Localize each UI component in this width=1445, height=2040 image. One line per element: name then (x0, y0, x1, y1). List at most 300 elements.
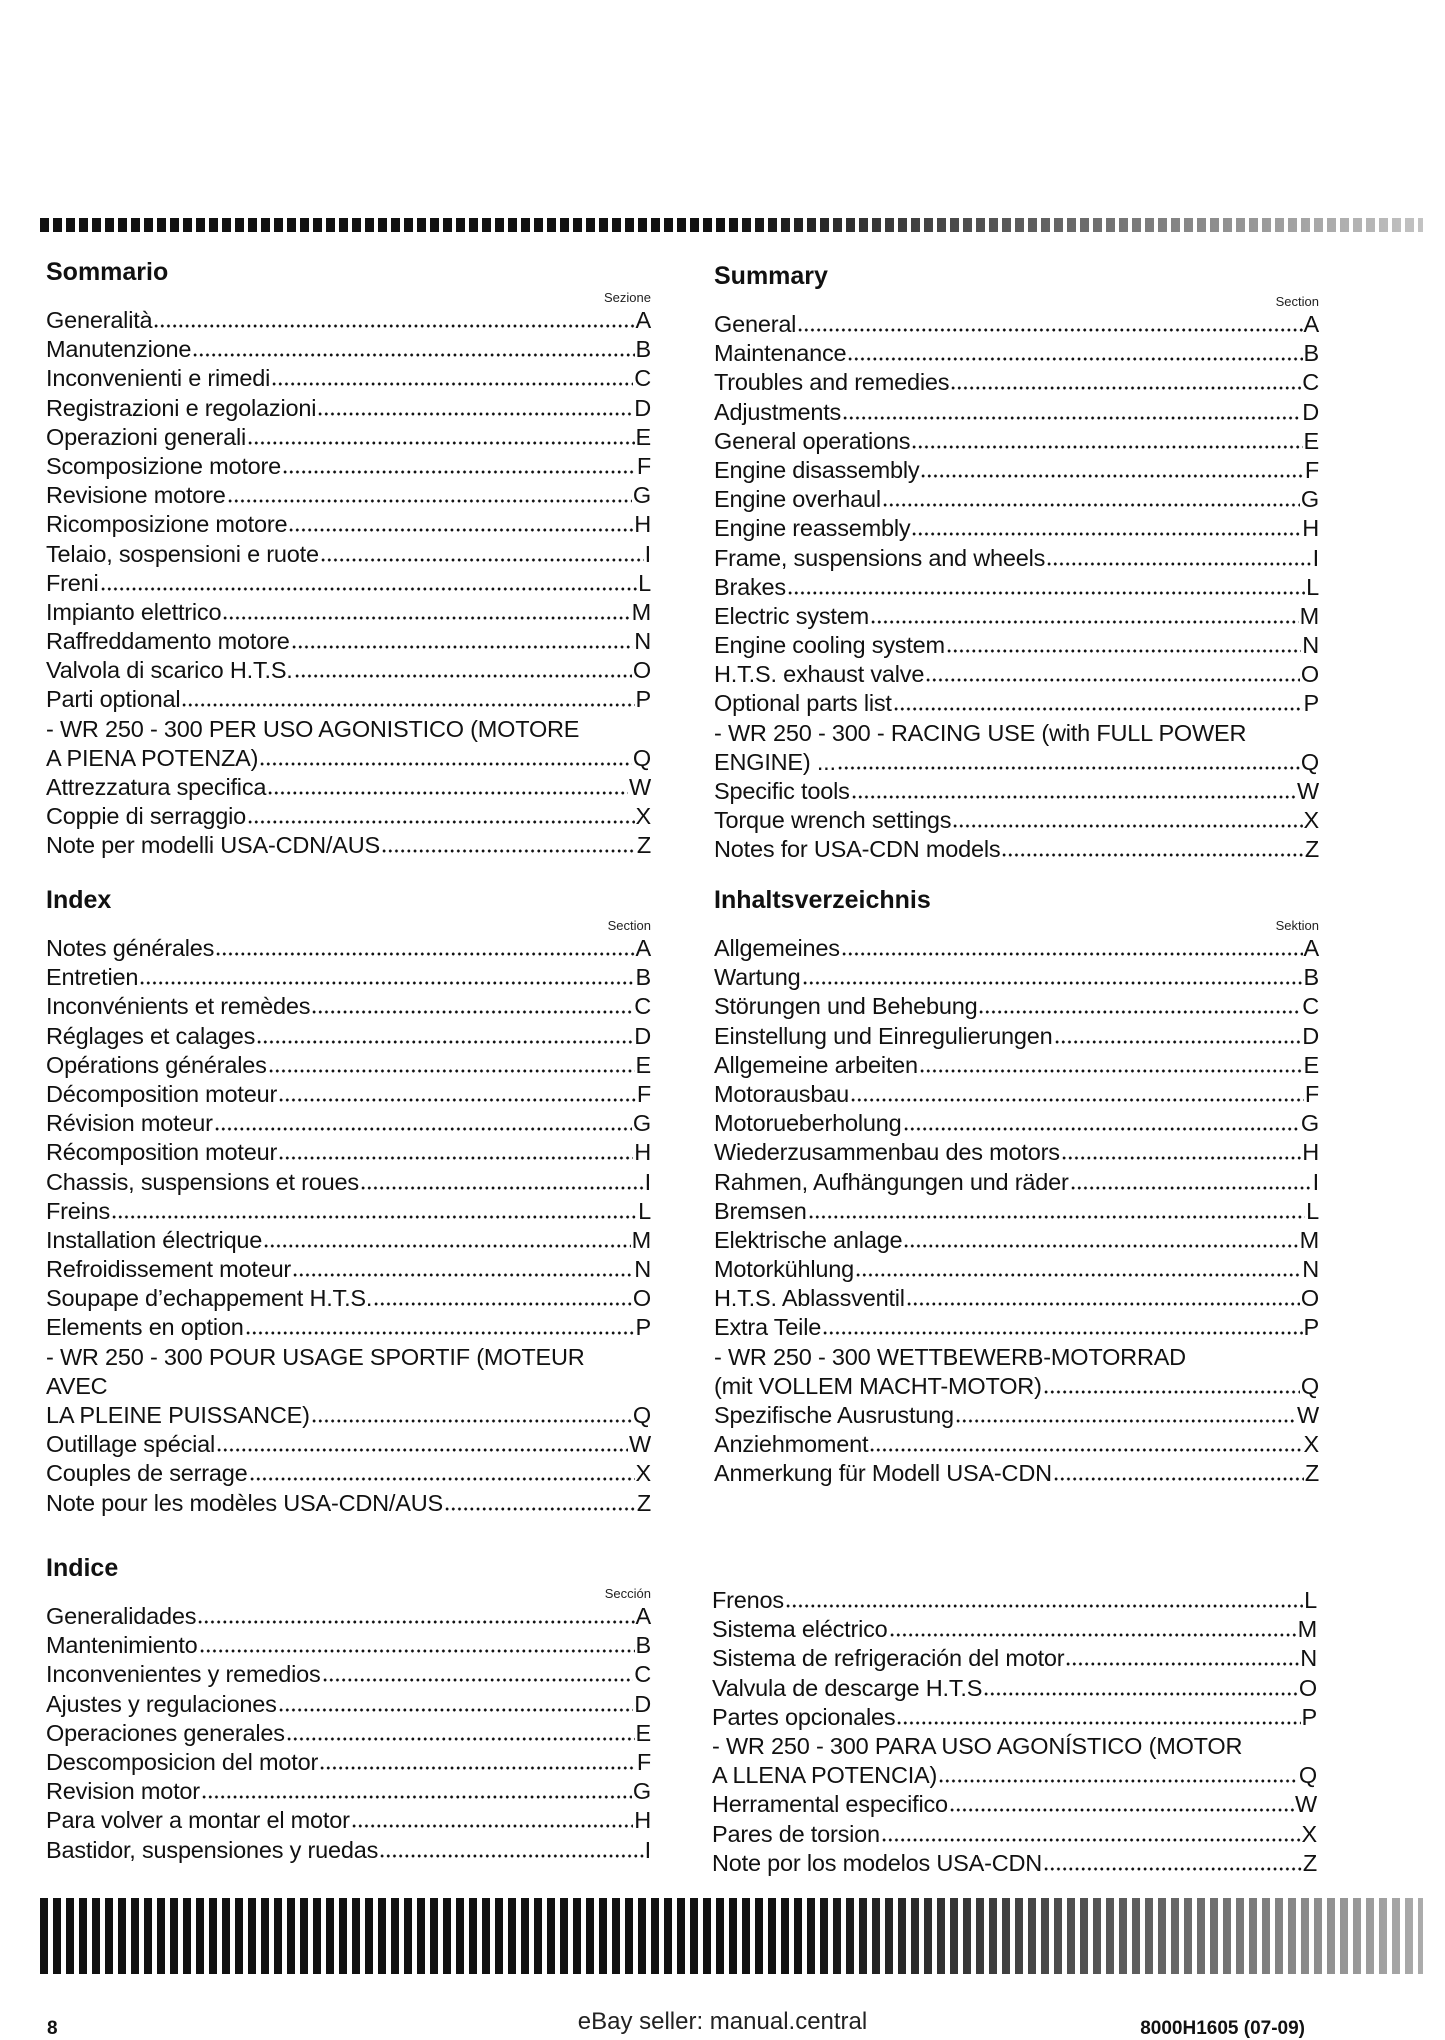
toc-dot-leader (1043, 1376, 1300, 1394)
toc-entry (712, 1644, 1317, 1673)
toc-dot-leader (256, 1026, 633, 1044)
toc-entry-section-letter: B (1303, 964, 1319, 991)
toc-entry-text: Bastidor, suspensiones y ruedas (46, 1836, 379, 1863)
toc-entry (46, 1313, 651, 1342)
toc-entry (714, 339, 1319, 368)
toc-entry-section-letter: N (1300, 1645, 1317, 1672)
toc-french (46, 884, 651, 1518)
toc-entry-text: General operations (714, 427, 911, 454)
toc-italian (46, 256, 651, 861)
toc-entry-section-letter: X (635, 803, 651, 830)
toc-entry (46, 481, 651, 510)
toc-entry (712, 1820, 1317, 1849)
toc-english-title: Summary (714, 262, 828, 290)
toc-entry-text: H.T.S. Ablassventil (714, 1285, 905, 1312)
toc-entry-section-letter: N (634, 1256, 651, 1283)
toc-dot-leader (373, 1288, 632, 1306)
toc-entry-text: Electric system (714, 602, 869, 629)
toc-french-section-label: Section (607, 918, 651, 933)
toc-entry-section-letter: B (635, 964, 651, 991)
toc-entry-text: Ricomposizione motore (46, 511, 288, 538)
toc-entry-text: Mantenimiento (46, 1632, 198, 1659)
toc-entry-text: Impianto elettrico (46, 598, 222, 625)
toc-entry-section-letter: N (634, 628, 651, 655)
toc-entry (46, 1690, 651, 1719)
toc-entry-section-letter: Z (636, 832, 651, 859)
toc-entry (714, 544, 1319, 573)
toc-dot-leader (847, 343, 1302, 361)
toc-entry (714, 1080, 1319, 1109)
toc-entry (46, 963, 651, 992)
toc-dot-leader (797, 314, 1302, 332)
toc-spanish (46, 1552, 651, 1865)
toc-entry-section-letter: H (1302, 1139, 1319, 1166)
toc-german (714, 884, 1319, 1489)
toc-entry (46, 1022, 651, 1051)
toc-entry (46, 1430, 651, 1459)
toc-dot-leader (1061, 1142, 1301, 1160)
toc-entry (46, 335, 651, 364)
toc-dot-leader (889, 1619, 1297, 1637)
toc-entry-section-letter: F (636, 1080, 651, 1107)
toc-entry (46, 1109, 651, 1138)
toc-dot-leader (197, 1606, 634, 1624)
toc-entry-section-letter: A (635, 935, 651, 961)
toc-dot-leader (787, 577, 1305, 595)
toc-entry (714, 748, 1319, 777)
toc-dot-leader (249, 1463, 635, 1481)
toc-dot-leader (222, 602, 630, 620)
toc-entry (714, 485, 1319, 514)
toc-entry (46, 1806, 651, 1835)
toc-entry-text: Inconvenientes y remedios (46, 1661, 321, 1688)
toc-entry (46, 569, 651, 598)
toc-entry (712, 1732, 1317, 1761)
toc-entry (714, 631, 1319, 660)
toc-entry-section-letter: W (629, 1431, 651, 1458)
toc-entry-text: Soupape d’echappement H.T.S. (46, 1285, 373, 1312)
toc-entry-section-letter: D (634, 394, 651, 421)
toc-entry-text: - WR 250 - 300 WETTBEWERB-MOTORRAD (714, 1343, 1186, 1370)
toc-dot-leader (111, 1201, 637, 1219)
toc-entry-text: Entretien (46, 964, 139, 991)
toc-dot-leader (379, 1840, 644, 1858)
toc-entry-text: - WR 250 - 300 POUR USAGE SPORTIF (MOTEUR (46, 1343, 585, 1370)
toc-entry-text: Note per modelli USA-CDN/AUS (46, 832, 380, 859)
toc-english-entries (714, 310, 1319, 865)
toc-entry-section-letter: Q (1300, 1372, 1319, 1399)
toc-entry-section-letter: Z (1304, 1460, 1319, 1487)
toc-entry-section-letter: Q (632, 744, 651, 771)
toc-entry (712, 1615, 1317, 1644)
toc-entry-text: Coppie di serraggio (46, 803, 246, 830)
toc-entry-section-letter: L (1306, 1197, 1319, 1224)
toc-entry (714, 835, 1319, 864)
toc-entry-text: Allgemeine arbeiten (714, 1051, 918, 1078)
toc-entry (714, 1138, 1319, 1167)
toc-entry-section-letter: O (1300, 661, 1319, 688)
toc-dot-leader (911, 518, 1301, 536)
toc-entry-text: - WR 250 - 300 PER USO AGONISTICO (MOTORE (46, 715, 580, 742)
toc-italian-section-label: Sezione (604, 290, 651, 305)
toc-dot-leader (278, 1084, 636, 1102)
toc-entry-section-letter: H (1302, 515, 1319, 542)
toc-entry-text: H.T.S. exhaust valve (714, 661, 925, 688)
toc-entry-section-letter: W (1295, 1791, 1317, 1818)
toc-entry (714, 992, 1319, 1021)
toc-dot-leader (802, 967, 1303, 985)
toc-entry (714, 719, 1319, 748)
toc-entry (714, 602, 1319, 631)
toc-entry-section-letter: Q (1300, 748, 1319, 775)
toc-dot-leader (949, 1794, 1294, 1812)
toc-dot-leader (214, 1113, 632, 1131)
toc-entry-text: Brakes (714, 573, 786, 600)
toc-spanish-entries (46, 1602, 651, 1865)
toc-english-section-label: Section (1275, 294, 1319, 309)
toc-spanish-title: Indice (46, 1554, 119, 1582)
toc-entry-section-letter: Z (636, 1489, 651, 1516)
toc-entry-section-letter: N (1302, 632, 1319, 659)
toc-dot-leader (227, 485, 632, 503)
toc-entry-text: Note por los modelos USA-CDN (712, 1849, 1043, 1876)
toc-entry (714, 806, 1319, 835)
toc-entry (712, 1674, 1317, 1703)
toc-entry (714, 1401, 1319, 1430)
toc-dot-leader (381, 835, 636, 853)
toc-dot-leader (216, 1434, 628, 1452)
toc-entry-text: Generalità (46, 307, 153, 333)
toc-entry-text: Extra Teile (714, 1314, 822, 1341)
toc-entry (714, 1051, 1319, 1080)
toc-dot-leader (841, 938, 1303, 956)
toc-entry-section-letter: I (1312, 1168, 1319, 1195)
toc-entry-text: Engine reassembly (714, 515, 911, 542)
toc-entry-section-letter: P (635, 1314, 651, 1341)
toc-entry-section-letter: W (629, 774, 651, 800)
toc-entry-text: Registrazioni e regolazioni (46, 394, 317, 421)
toc-entry-text: General (714, 311, 797, 337)
toc-entry (46, 1226, 651, 1255)
toc-entry-section-letter: A (1303, 935, 1319, 961)
toc-entry-section-letter: E (1303, 427, 1319, 454)
toc-entry-section-letter: Q (1298, 1762, 1317, 1789)
toc-dot-leader (822, 1317, 1302, 1335)
toc-dot-leader (199, 1635, 635, 1653)
toc-dot-leader (192, 339, 634, 357)
toc-entry-section-letter: Q (632, 1402, 651, 1428)
toc-entry (46, 1836, 651, 1865)
toc-entry-text: Optional parts list (714, 690, 892, 717)
toc-dot-leader (288, 514, 633, 532)
toc-entry (714, 689, 1319, 718)
toc-entry-section-letter: I (1312, 544, 1319, 571)
toc-entry (46, 715, 651, 744)
toc-entry-section-letter: G (632, 1110, 651, 1137)
toc-english (714, 260, 1319, 865)
toc-dot-leader (1054, 1026, 1302, 1044)
toc-entry (714, 963, 1319, 992)
toc-entry (46, 1168, 651, 1197)
toc-entry-text: Revisione motore (46, 482, 226, 509)
toc-entry-text: Révision moteur (46, 1110, 213, 1137)
toc-entry (46, 992, 651, 1021)
toc-dot-leader (263, 1230, 630, 1248)
toc-entry (46, 1660, 651, 1689)
toc-entry-section-letter: I (644, 540, 651, 567)
toc-entry (714, 777, 1319, 806)
toc-entry-text: Anmerkung für Modell USA-CDN (714, 1460, 1052, 1487)
toc-entry-text: Opérations générales (46, 1051, 267, 1078)
toc-dot-leader (1001, 839, 1303, 857)
toc-dot-leader (201, 1781, 632, 1799)
toc-entry (46, 540, 651, 569)
toc-entry (46, 685, 651, 714)
toc-entry-section-letter: C (1302, 993, 1319, 1020)
toc-dot-leader (322, 1664, 634, 1682)
toc-entry-text: Sistema eléctrico (712, 1616, 888, 1643)
toc-entry (46, 1343, 651, 1372)
toc-entry-section-letter: P (1303, 690, 1319, 717)
toc-entry (46, 510, 651, 539)
toc-dot-leader (808, 1201, 1305, 1219)
toc-entry-text: A PIENA POTENZA) (46, 744, 259, 771)
toc-entry-section-letter: W (1297, 1402, 1319, 1428)
toc-entry-text: LA PLEINE PUISSANCE) (46, 1402, 310, 1428)
toc-dot-leader (245, 1317, 635, 1335)
toc-entry-section-letter: M (1299, 1226, 1319, 1253)
toc-dot-leader (1046, 548, 1311, 566)
toc-dot-leader (911, 431, 1302, 449)
toc-entry-section-letter: A (1303, 311, 1319, 337)
toc-dot-leader (278, 1142, 633, 1160)
toc-dot-leader (444, 1493, 636, 1511)
toc-entry-text: Revision motor (46, 1778, 200, 1805)
toc-entry (46, 656, 651, 685)
document-code: 8000H1605 (07-09) (1140, 2018, 1305, 2039)
toc-entry-text: Operaciones generales (46, 1719, 285, 1746)
toc-dot-leader (851, 781, 1296, 799)
toc-german-entries (714, 934, 1319, 1489)
toc-german-section-label: Sektion (1275, 918, 1319, 933)
toc-entry-text: Frenos (712, 1587, 784, 1613)
toc-entry-section-letter: L (638, 569, 651, 596)
toc-entry-text: Motorkühlung (714, 1256, 854, 1283)
toc-dot-leader (215, 938, 634, 956)
toc-entry-text: Inconvénients et remèdes (46, 993, 311, 1020)
toc-entry (714, 1343, 1319, 1372)
toc-entry (714, 1022, 1319, 1051)
toc-entry-text: Valvula de descarge H.T.S (712, 1674, 983, 1701)
toc-entry-text: - WR 250 - 300 - RACING USE (with FULL POWER (714, 719, 1247, 746)
toc-dot-leader (1053, 1463, 1304, 1481)
toc-dot-leader (360, 1172, 644, 1190)
toc-entry-section-letter: A (635, 1603, 651, 1629)
toc-entry-text: ENGINE) ... (714, 748, 836, 775)
top-decorative-stripe (40, 218, 1423, 232)
toc-dot-leader (920, 460, 1303, 478)
toc-dot-leader (869, 1434, 1302, 1452)
toc-entry-section-letter: P (1301, 1703, 1317, 1730)
toc-entry (712, 1761, 1317, 1790)
toc-entry-text: (mit VOLLEM MACHT-MOTOR) (714, 1372, 1042, 1399)
toc-entry-section-letter: C (634, 993, 651, 1020)
toc-dot-leader (282, 456, 636, 474)
toc-entry-section-letter: D (1302, 398, 1319, 425)
toc-dot-leader (271, 368, 633, 386)
toc-entry (714, 1226, 1319, 1255)
toc-entry-text: Couples de serrage (46, 1460, 248, 1487)
toc-entry-section-letter: D (634, 1022, 651, 1049)
toc-entry-text: Notes générales (46, 935, 215, 961)
toc-entry-text: Torque wrench settings (714, 807, 952, 834)
toc-italian-title: Sommario (46, 258, 169, 286)
toc-entry (46, 1777, 651, 1806)
toc-entry (46, 1489, 651, 1518)
toc-entry-text: Engine cooling system (714, 632, 945, 659)
toc-entry (712, 1703, 1317, 1732)
toc-entry-section-letter: I (644, 1836, 651, 1863)
toc-dot-leader (351, 1810, 633, 1828)
toc-entry (714, 310, 1319, 339)
toc-entry (714, 1459, 1319, 1488)
toc-entry (714, 1372, 1319, 1401)
toc-dot-leader (938, 1765, 1298, 1783)
toc-entry (714, 1109, 1319, 1138)
toc-entry (714, 660, 1319, 689)
toc-entry-section-letter: F (1304, 456, 1319, 483)
toc-dot-leader (893, 693, 1303, 711)
toc-dot-leader (850, 1084, 1304, 1102)
toc-dot-leader (319, 1752, 636, 1770)
toc-entry-text: Refroidissement moteur (46, 1256, 292, 1283)
toc-entry (714, 1255, 1319, 1284)
toc-entry-section-letter: H (634, 511, 651, 538)
toc-dot-leader (785, 1590, 1303, 1608)
toc-entry-text: Spezifische Ausrustung (714, 1402, 954, 1428)
toc-dot-leader (906, 1288, 1300, 1306)
toc-entry-text: Troubles and remedies (714, 369, 950, 396)
toc-entry-section-letter: L (638, 1197, 651, 1224)
toc-entry-section-letter: B (1303, 340, 1319, 367)
toc-entry (46, 1051, 651, 1080)
toc-dot-leader (1043, 1853, 1302, 1871)
toc-entry-text: Engine overhaul (714, 486, 881, 513)
toc-dot-leader (291, 631, 634, 649)
toc-entry-section-letter: O (1298, 1674, 1317, 1701)
toc-dot-leader (870, 606, 1299, 624)
toc-entry-text: Partes opcionales (712, 1703, 896, 1730)
toc-dot-leader (881, 1824, 1301, 1842)
toc-entry (712, 1586, 1317, 1615)
toc-entry-section-letter: M (1297, 1616, 1317, 1643)
toc-entry-section-letter: M (1299, 602, 1319, 629)
toc-french-title: Index (46, 886, 112, 914)
toc-entry-section-letter: X (1303, 807, 1319, 834)
toc-german-title: Inhaltsverzeichnis (714, 886, 931, 914)
toc-entry-text: Pares de torsion (712, 1820, 880, 1847)
toc-entry-text: Inconvenienti e rimedi (46, 365, 271, 392)
toc-entry (46, 1459, 651, 1488)
toc-entry-text: Generalidades (46, 1603, 197, 1629)
toc-dot-leader (903, 1113, 1300, 1131)
toc-entry (46, 934, 651, 963)
toc-entry-text: Scomposizione motore (46, 452, 282, 479)
toc-entry (46, 1255, 651, 1284)
toc-dot-leader (139, 967, 634, 985)
toc-entry (46, 627, 651, 656)
toc-entry-text: Adjustments (714, 398, 842, 425)
toc-entry-section-letter: C (1302, 369, 1319, 396)
toc-entry-section-letter: L (1304, 1587, 1317, 1613)
toc-entry-text: Motorausbau (714, 1080, 849, 1107)
toc-entry (46, 1138, 651, 1167)
toc-entry-text: Réglages et calages (46, 1022, 256, 1049)
toc-dot-leader (925, 664, 1300, 682)
toc-entry-text: Outillage spécial (46, 1431, 216, 1458)
toc-entry-section-letter: M (631, 1226, 651, 1253)
toc-italian-entries (46, 306, 651, 861)
toc-dot-leader (247, 806, 635, 824)
toc-spanish-continued (712, 1586, 1317, 1878)
toc-entry-text: Récomposition moteur (46, 1139, 278, 1166)
toc-entry (714, 368, 1319, 397)
toc-entry-text: Rahmen, Aufhängungen und räder (714, 1168, 1069, 1195)
toc-entry-section-letter: E (635, 1051, 651, 1078)
toc-entry-text: Wiederzusammenbau des motors (714, 1139, 1060, 1166)
toc-dot-leader (278, 1694, 633, 1712)
toc-spanish-continued-entries (712, 1586, 1317, 1878)
toc-entry-section-letter: Z (1304, 836, 1319, 863)
toc-entry-text: Para volver a montar el motor (46, 1807, 350, 1834)
toc-dot-leader (247, 427, 635, 445)
toc-entry (46, 1372, 651, 1401)
toc-entry (714, 514, 1319, 543)
toc-dot-leader (896, 1707, 1300, 1725)
toc-entry (46, 394, 651, 423)
toc-entry-section-letter: E (635, 423, 651, 450)
toc-entry (714, 1430, 1319, 1459)
toc-entry-text: Maintenance (714, 340, 847, 367)
toc-entry-text: Specific tools (714, 778, 850, 804)
toc-entry (712, 1790, 1317, 1819)
toc-entry (714, 1313, 1319, 1342)
toc-entry-text: Freins (46, 1197, 111, 1224)
toc-entry (46, 598, 651, 627)
toc-entry-text: Telaio, sospensioni e ruote (46, 540, 319, 567)
toc-dot-leader (837, 752, 1300, 770)
toc-entry (714, 573, 1319, 602)
toc-entry-text: AVEC (46, 1372, 108, 1399)
toc-entry (46, 773, 651, 802)
toc-entry-text: Parti optional (46, 686, 181, 713)
toc-french-entries (46, 934, 651, 1518)
toc-dot-leader (181, 689, 634, 707)
toc-entry-text: Note pour les modèles USA-CDN/AUS (46, 1489, 443, 1516)
toc-entry (46, 1748, 651, 1777)
toc-entry-text: Descomposicion del motor (46, 1748, 319, 1775)
toc-entry-section-letter: B (635, 1632, 651, 1659)
toc-entry (714, 456, 1319, 485)
toc-entry-text: Elektrische anlage (714, 1226, 903, 1253)
toc-dot-leader (294, 660, 632, 678)
toc-entry-section-letter: C (634, 1661, 651, 1688)
toc-dot-leader (978, 996, 1301, 1014)
toc-dot-leader (311, 996, 633, 1014)
toc-entry-text: Décomposition moteur (46, 1080, 278, 1107)
toc-entry (714, 398, 1319, 427)
toc-entry-text: - WR 250 - 300 PARA USO AGONÍSTICO (MOTOR (712, 1732, 1243, 1759)
